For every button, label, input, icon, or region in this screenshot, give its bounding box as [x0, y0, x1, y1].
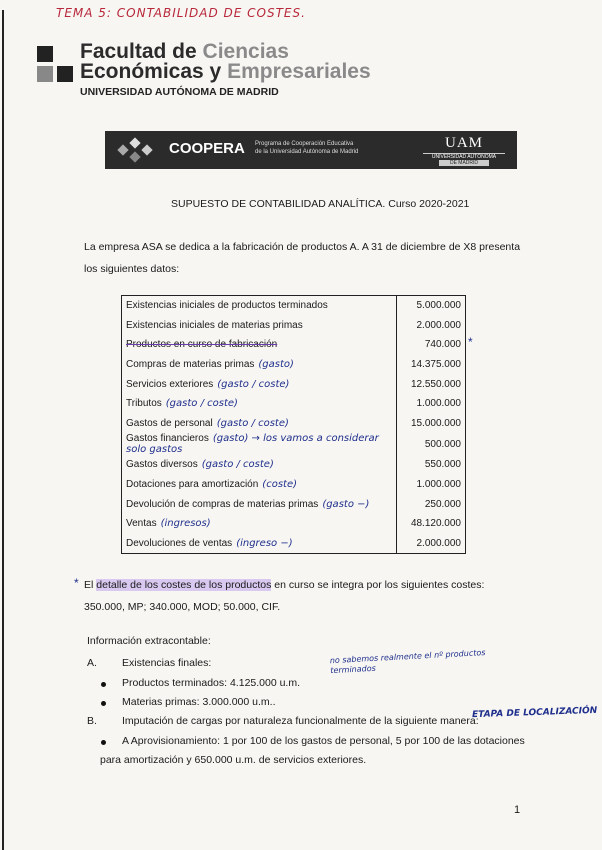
row-label: Compras de materias primas	[126, 359, 255, 371]
row-label-cell	[122, 355, 397, 375]
table-row	[122, 296, 466, 316]
table-row	[122, 455, 466, 475]
row-value: 2.000.000	[397, 316, 466, 336]
section-b-text: Imputación de cargas por naturaleza funcionalmente de la siguiente manera:	[122, 715, 479, 727]
handwritten-note-stage: ETAPA DE LOCALIZACIÓN	[471, 705, 598, 721]
highlighted-text: detalle de los costes de los productos	[96, 579, 272, 591]
bullet-icon	[101, 701, 106, 706]
table-row	[122, 335, 466, 355]
table-row	[122, 433, 466, 455]
university-name: UNIVERSIDAD AUTÓNOMA DE MADRID	[80, 86, 279, 98]
row-label: Gastos de personal	[126, 417, 213, 429]
row-label: Devolución de compras de materias primas	[126, 498, 319, 510]
row-value: 740.000	[397, 335, 466, 355]
table-row	[122, 414, 466, 434]
handwritten-note-units: no sabemos realmente el nº productos terminados	[329, 648, 486, 676]
row-label-cell	[122, 296, 397, 316]
allocation-item: A Aprovisionamiento: 1 por 100 de los gastos de personal, 5 por 100 de las dotaciones	[122, 735, 525, 747]
row-handwritten-note: (ingresos)	[160, 518, 211, 530]
star-icon: *	[74, 576, 79, 590]
banner-title: COOPERA	[169, 140, 245, 157]
bullet-icon	[101, 740, 106, 745]
page-number: 1	[514, 804, 521, 816]
table-row	[122, 494, 466, 514]
row-value: 48.120.000	[397, 514, 466, 534]
faculty-logo-icon	[37, 46, 73, 82]
row-label-cell	[122, 494, 397, 514]
row-handwritten-note: (ingreso −)	[236, 537, 293, 549]
row-handwritten-note: (gasto)	[258, 359, 294, 371]
row-value: 1.000.000	[397, 475, 466, 495]
section-b-letter: B.	[87, 715, 97, 727]
accounting-data-table	[121, 295, 466, 554]
row-handwritten-note: (gasto / coste)	[201, 459, 274, 471]
row-label-cell	[122, 394, 397, 414]
row-label-cell	[122, 316, 397, 336]
row-label: Gastos diversos	[126, 459, 198, 471]
row-label: Existencias iniciales de productos terminados	[126, 300, 328, 312]
row-handwritten-note: (gasto / coste)	[216, 417, 289, 429]
allocation-item-continued: para amortización y 650.000 u.m. de servicios exteriores.	[100, 754, 367, 766]
row-label-cell	[122, 534, 397, 554]
row-handwritten-note: (gasto) → los vamos a considerar solo gastos	[126, 433, 379, 456]
row-label: Devoluciones de ventas	[126, 537, 233, 549]
row-value: 1.000.000	[397, 394, 466, 414]
intro-paragraph: La empresa ASA se dedica a la fabricación de productos A. A 31 de diciembre de X8 presenta los siguientes datos:	[84, 241, 521, 275]
row-label: Tributos	[126, 398, 162, 410]
row-label-cell	[122, 414, 397, 434]
section-a-letter: A.	[87, 657, 97, 669]
row-label: Productos en curso de fabricación	[126, 339, 278, 351]
row-value: 15.000.000	[397, 414, 466, 434]
section-a-text: Existencias finales:	[122, 657, 212, 669]
bullet-icon	[101, 682, 106, 687]
banner-description: Programa de Cooperación Educativa de la Universidad Autónoma de Madrid	[255, 141, 359, 155]
row-handwritten-note: (gasto / coste)	[165, 398, 238, 410]
table-row	[122, 316, 466, 336]
row-label-cell	[122, 433, 397, 455]
page-edge	[2, 10, 14, 850]
table-row	[122, 374, 466, 394]
final-stock-materials: Materias primas: 3.000.000 u.m..	[122, 696, 276, 708]
coopera-banner	[105, 131, 517, 169]
faculty-name-line2: Económicas y Empresariales	[80, 60, 371, 83]
row-label: Servicios exteriores	[126, 378, 214, 390]
row-label-cell	[122, 335, 397, 355]
row-label-cell	[122, 514, 397, 534]
row-value: 250.000	[397, 494, 466, 514]
handwritten-topic: TEMA 5: CONTABILIDAD DE COSTES.	[56, 6, 306, 20]
coopera-logo-icon	[115, 136, 159, 164]
table-row	[122, 355, 466, 375]
table-row	[122, 514, 466, 534]
final-stock-finished: Productos terminados: 4.125.000 u.m.	[122, 677, 301, 689]
row-label: Gastos financieros	[126, 433, 209, 445]
row-handwritten-note: (gasto / coste)	[217, 378, 290, 390]
info-heading: Información extracontable:	[87, 635, 211, 647]
row-label-cell	[122, 374, 397, 394]
wip-marker: *	[468, 335, 473, 349]
row-value: 14.375.000	[397, 355, 466, 375]
row-label-cell	[122, 455, 397, 475]
row-value: 2.000.000	[397, 534, 466, 554]
row-handwritten-note: (coste)	[262, 479, 297, 491]
detail-paragraph: El detalle de los costes de los productos en curso se integra por los siguientes costes: 350.000, MP; 340.000, MOD; 50.000, CIF.	[84, 579, 485, 613]
row-value: 500.000	[397, 433, 466, 455]
faculty-name-line1: Facultad de Ciencias	[80, 40, 289, 63]
row-value: 12.550.000	[397, 374, 466, 394]
row-label-cell	[122, 475, 397, 495]
uam-logo: UAM UNIVERSIDAD AUTÓNOMA DE MADRID	[423, 135, 505, 165]
row-value: 5.000.000	[397, 296, 466, 316]
row-handwritten-note: (gasto −)	[322, 498, 370, 510]
document-title: SUPUESTO DE CONTABILIDAD ANALÍTICA. Curso 2020-2021	[171, 198, 470, 210]
table-row	[122, 475, 466, 495]
row-label: Dotaciones para amortización	[126, 479, 259, 491]
row-label: Ventas	[126, 518, 157, 530]
table-row	[122, 394, 466, 414]
row-label: Existencias iniciales de materias primas	[126, 319, 303, 331]
row-value: 550.000	[397, 455, 466, 475]
table-row	[122, 534, 466, 554]
